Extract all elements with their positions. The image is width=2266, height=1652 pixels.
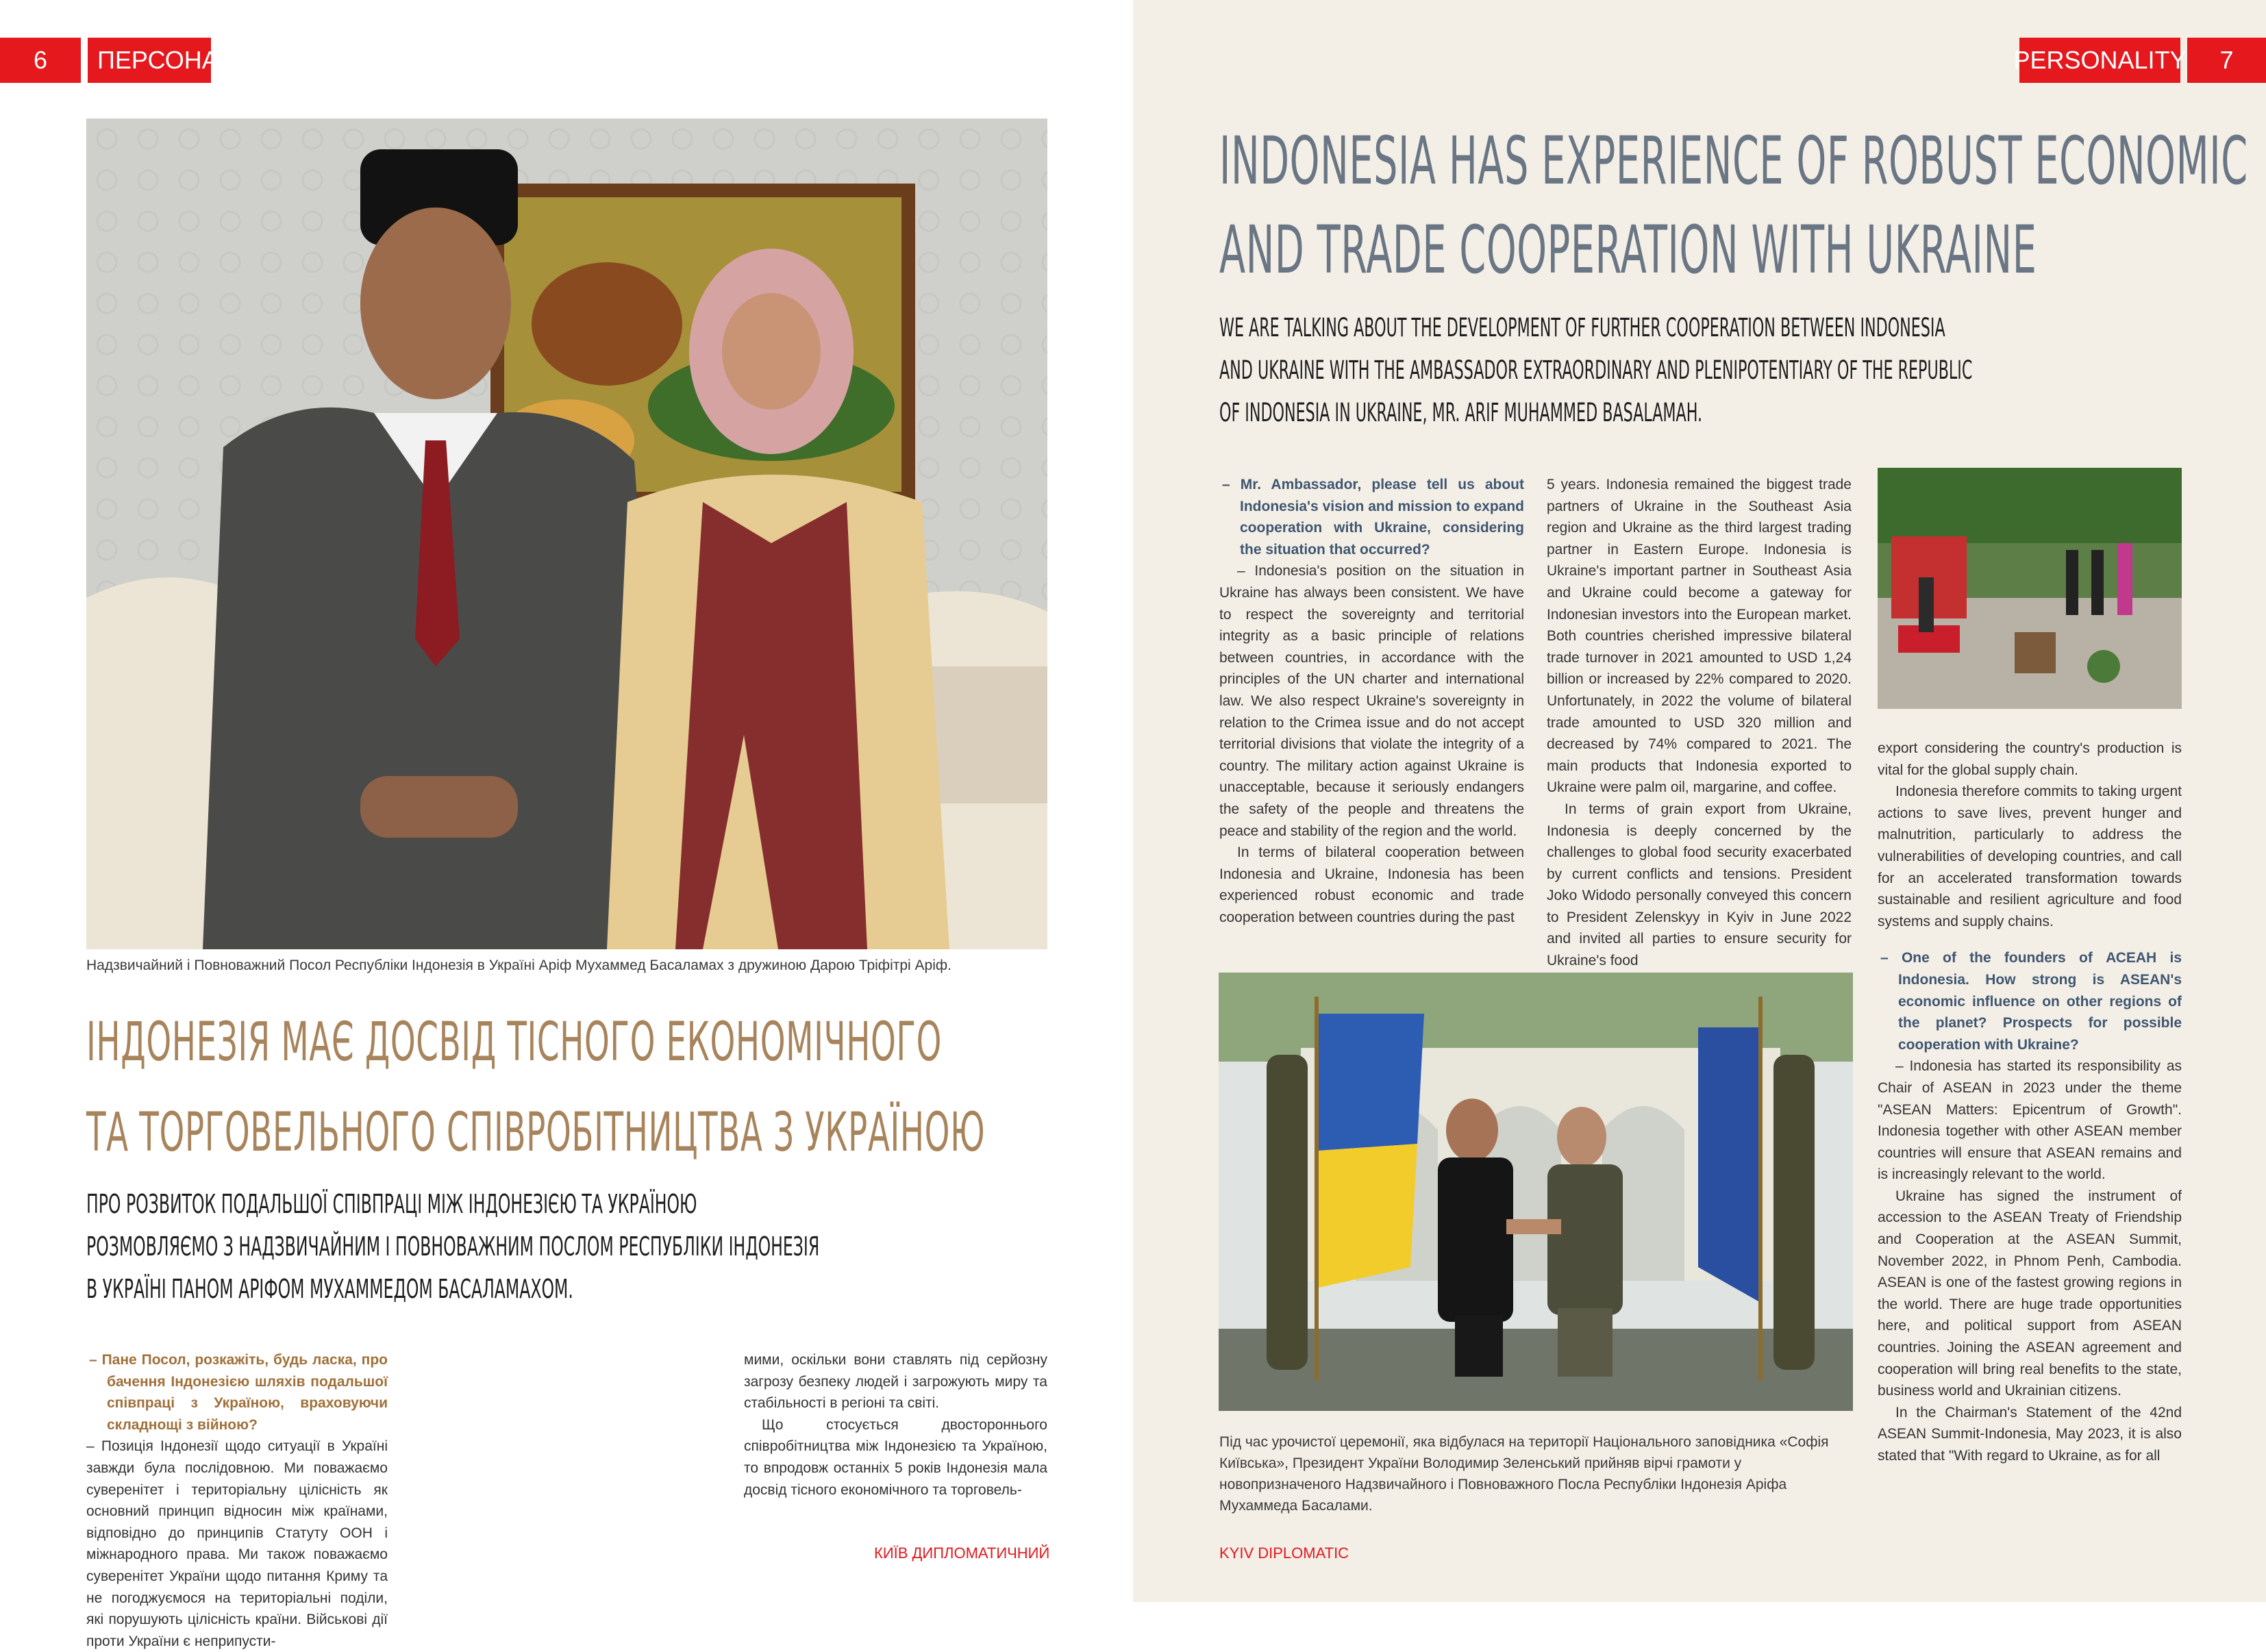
article-title-ua bbox=[86, 997, 985, 1178]
lead-line: WE ARE TALKING ABOUT THE DEVELOPMENT OF FURTHER COOPERATION BETWEEN INDONESIA bbox=[1219, 313, 1945, 342]
lead-ua bbox=[86, 1183, 819, 1310]
paragraph: – Indonesia's position on the situation in Ukraine has always been consistent. We have to respect the sovereignty and territorial integrity as a basic principle of relations between countries, in accordance with the principles of the UN charter and international law. We also respect Ukraine's sovereignty in relation to the Crimea issue and do not accept territorial divisions that violate the integrity of a country. The military action against Ukraine is unacceptable, because it seriously endangers the safety of the people and threatens the peace and stability of the region and the world. bbox=[1219, 563, 1524, 839]
paragraph: export considering the country's production is vital for the global supply chain. bbox=[1878, 740, 2182, 778]
paragraph: Що стосується двостороннього співробітництва між Індонезією та Україною, то впродовж останніх 5 років Індонезія мала досвід тісного економічного та торговель- bbox=[744, 1416, 1047, 1498]
left-page bbox=[0, 0, 1133, 1649]
title-line: ІНДОНЕЗІЯ МАЄ ДОСВІД ТІСНОГО ЕКОНОМІЧНОГО bbox=[86, 1012, 943, 1073]
paragraph: мими, оскільки вони ставлять під серйозну загрозу безпеку людей і загрожують миру та стабільності в регіоні та світі. bbox=[744, 1352, 1047, 1412]
footer-right: KYIV DIPLOMATIC bbox=[1219, 1544, 1349, 1562]
lead-line: РОЗМОВЛЯЄМО З НАДЗВИЧАЙНИМ І ПОВНОВАЖНИМ ПОСЛОМ РЕСПУБЛІКИ ІНДОНЕЗІЯ bbox=[86, 1231, 820, 1262]
lead-line: ПРО РОЗВИТОК ПОДАЛЬШОЇ СПІВПРАЦІ МІЖ ІНДОНЕЗІЄЮ ТА УКРАЇНОЮ bbox=[86, 1189, 697, 1219]
text-column-1-en bbox=[1219, 474, 1524, 928]
title-line: ТА ТОРГОВЕЛЬНОГО СПІВРОБІТНИЦТВА З УКРАЇНОЮ bbox=[86, 1102, 986, 1164]
embassy-ceremony-photo bbox=[1878, 468, 2182, 709]
interview-question: – Mr. Ambassador, please tell us about Indonesia's vision and mission to expand cooperation with Ukraine, considering the situation that occurred? bbox=[1222, 477, 1524, 558]
lead-line: AND UKRAINE WITH THE AMBASSADOR EXTRAORDINARY AND PLENIPOTENTIARY OF THE REPUBLIC bbox=[1219, 355, 1973, 385]
paragraph: In terms of grain export from Ukraine, Indonesia is deeply concerned by the challenges to global food security exacerbated by current conflicts and tensions. President Joko Widodo personally conveyed this concern to President Zelenskyy in Kyiv in June 2022 and invited all parties to ensure security for Ukraine's food bbox=[1547, 801, 1852, 969]
lead-line: OF INDONESIA IN UKRAINE, MR. ARIF MUHAMMED BASALAMAH. bbox=[1219, 398, 1703, 427]
paragraph: Indonesia therefore commits to taking urgent actions to save lives, prevent hunger and malnutrition, particularly to address the vulnerabilities of developing countries, and call for an accelerated transformation towards sustainable and resilient agriculture and food systems and supply chains. bbox=[1878, 784, 2182, 929]
photo-caption-right: Під час урочистої церемонії, яка відбулася на території Національного заповідника «Софія Київська», Президент України Володимир Зеленський прийняв вірчі грамоти у новопризначеного Надзвичайного і Повноважного Посла Республіки Індонезія Аріфа Мухаммеда Басалами. bbox=[1219, 1434, 1829, 1514]
page-number-left: 6 bbox=[0, 38, 81, 83]
paragraph: In terms of bilateral cooperation between Indonesia and Ukraine, Indonesia has been experienced robust economic and trade cooperation between countries during the past bbox=[1219, 844, 1524, 925]
interview-question: – Пане Посол, розкажіть, будь ласка, про бачення Індонезією шляхів подальшої співпраці з Україною, враховуючи складнощі з війною? bbox=[89, 1352, 388, 1433]
section-tag-left: ПЕРСОНА bbox=[88, 38, 211, 83]
paragraph: In the Chairman's Statement of the 42nd ASEAN Summit-Indonesia, May 2023, it is also stated that "With regard to Ukraine, as for all bbox=[1878, 1404, 2182, 1464]
right-page bbox=[1133, 0, 2266, 1602]
lead-line: В УКРАЇНІ ПАНОМ АРІФОМ МУХАММЕДОМ БАСАЛАМАХОМ. bbox=[86, 1274, 573, 1304]
photo-caption-left: Надзвичайний і Повноважний Посол Республіки Індонезія в Україні Аріф Мухаммед Басаламах з дружиною Дарою Тріфітрі Аріф. bbox=[86, 958, 952, 973]
ambassador-photo bbox=[86, 118, 1047, 949]
credentials-ceremony-photo bbox=[1219, 973, 1853, 1411]
title-line: AND TRADE COOPERATION WITH UKRAINE bbox=[1219, 212, 2037, 288]
paragraph: – Позиція Індонезії щодо ситуації в Україні завжди була послідовною. Ми поважаємо суверенітет і територіальну цілісність як основний принцип відносин між країнами, відповідно до принципів Статуту ООН і міжнародного права. Ми також поважаємо суверенітет України щодо питання Криму та не погоджуємося на територіальні поділи, які порушують цілісність країни. Військові дії проти України є неприпусти- bbox=[86, 1438, 388, 1649]
text-column-1-ua bbox=[86, 1349, 388, 1652]
section-tag-right: PERSONALITY bbox=[2019, 38, 2180, 83]
paragraph: Ukraine has signed the instrument of accession to the ASEAN Treaty of Friendship and Cooperation at the ASEAN Summit, November 2022, in Phnom Penh, Cambodia. ASEAN is one of the fastest growing regions in the world. There are huge trade opportunities here, and political support from ASEAN countries. Joining the ASEAN agreement and cooperation will bring real benefits to the state, business world and Ukrainian citizens. bbox=[1878, 1188, 2182, 1399]
text-column-3-en bbox=[1878, 738, 2182, 1467]
text-column-2-en bbox=[1547, 474, 1852, 972]
interview-question: – One of the founders of АСЕАН is Indonesia. How strong is ASEAN's economic influence on other regions of the planet? Prospects for possible cooperation with Ukraine? bbox=[1880, 950, 2182, 1053]
footer-left: КИЇВ ДИПЛОМАТИЧНИЙ bbox=[874, 1544, 1050, 1562]
paragraph: – Indonesia has started its responsibility as Chair of ASEAN in 2023 under the theme "ASEAN Matters: Epicentrum of Growth". Indonesia together with other ASEAN member countries will ensure that ASEAN remains and is increasingly relevant to the world. bbox=[1878, 1058, 2182, 1183]
title-line: INDONESIA HAS EXPERIENCE OF ROBUST ECONOMIC bbox=[1219, 123, 2248, 199]
page-number-right: 7 bbox=[2187, 38, 2266, 83]
lead-en bbox=[1219, 307, 1972, 434]
text-column-3-ua bbox=[744, 1349, 1047, 1501]
article-title-en bbox=[1219, 116, 2248, 295]
paragraph: 5 years. Indonesia remained the biggest trade partners of Ukraine in the Southeast Asia region and Ukraine as the third largest trading partner in Eastern Europe. Indonesia is Ukraine's important partner in Southeast Asia and Ukraine could become a gateway for Indonesian investors into the European market. Both countries cherished impressive bilateral trade turnover in 2021 amounted to USD 1,24 billion or increased by 22% compared to 2020. Unfortunately, in 2022 the volume of bilateral trade amounted to USD 320 million and decreased by 74% compared to 2021. The main products that Indonesia exported to Ukraine were palm oil, margarine, and coffee. bbox=[1547, 477, 1852, 796]
